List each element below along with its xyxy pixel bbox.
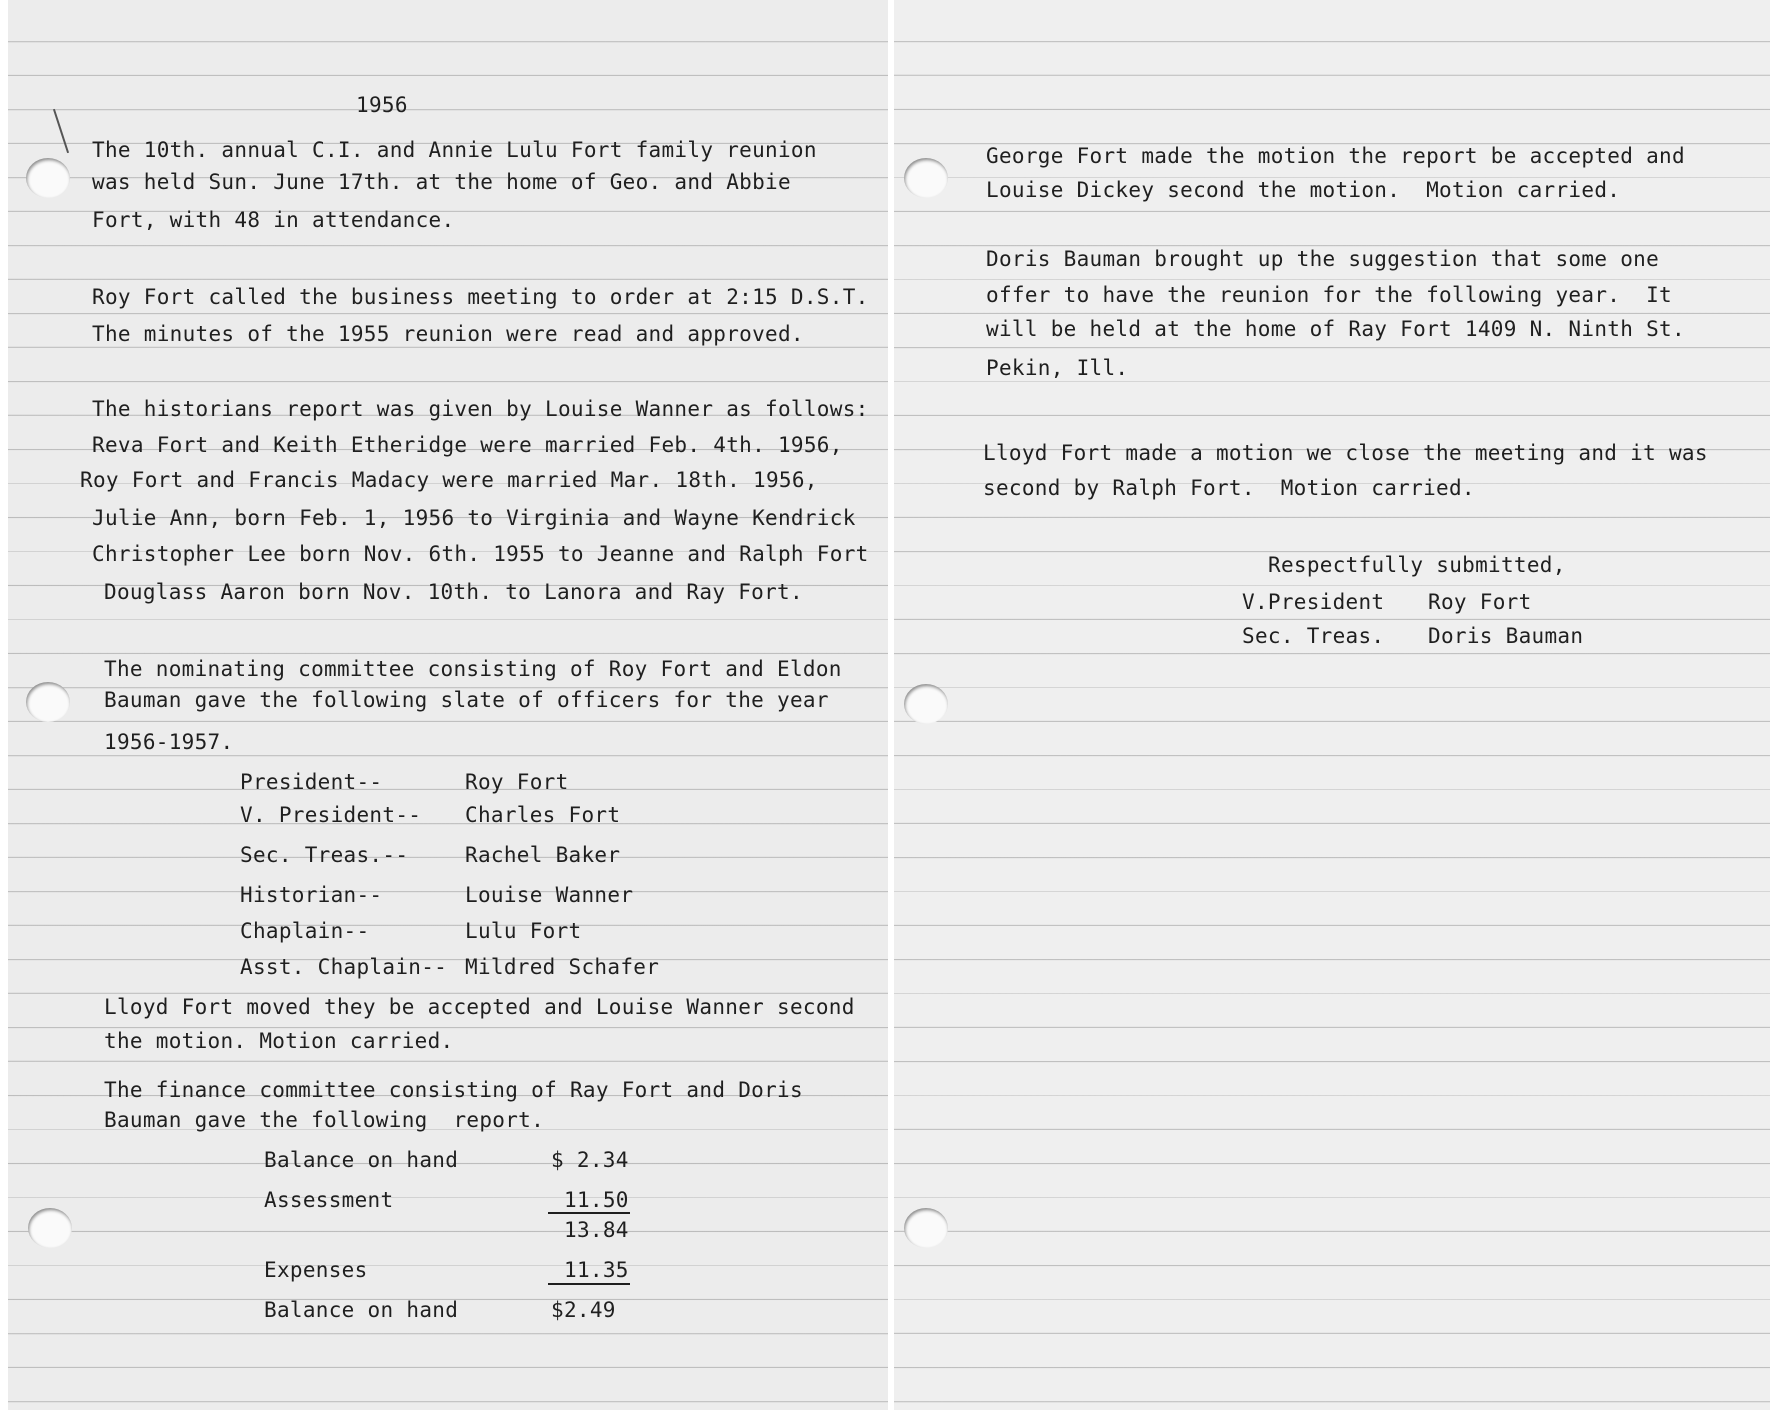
motion-line: the motion. Motion carried.	[104, 1029, 454, 1053]
ledger-label: Balance on hand	[264, 1148, 459, 1172]
officer-name: Lulu Fort	[465, 919, 582, 943]
binder-hole	[28, 1208, 72, 1248]
closing-line: Lloyd Fort made a motion we close the meeting and it was	[983, 441, 1708, 465]
officer-name: Charles Fort	[465, 803, 621, 827]
ledger-amount: $ 2.34	[551, 1148, 629, 1172]
suggestion-line: Pekin, Ill.	[986, 356, 1129, 380]
ledger-sum-rule	[548, 1283, 630, 1285]
nominating-line: The nominating committee consisting of Roy Fort and Eldon	[104, 657, 842, 681]
officer-title: V. President--	[240, 803, 422, 827]
officer-title: Historian--	[240, 883, 383, 907]
intro-line: Fort, with 48 in attendance.	[92, 208, 455, 232]
officer-name: Roy Fort	[465, 770, 569, 794]
ledger-amount: $2.49	[551, 1298, 616, 1322]
ledger-label: Balance on hand	[264, 1298, 459, 1322]
historian-line: Roy Fort and Francis Madacy were married Mar. 18th. 1956,	[80, 468, 818, 492]
intro-line: was held Sun. June 17th. at the home of Geo. and Abbie	[92, 170, 791, 194]
historian-line: Reva Fort and Keith Etheridge were married Feb. 4th. 1956,	[92, 433, 843, 457]
ledger-label: Expenses	[264, 1258, 368, 1282]
signature-title: Sec. Treas.	[1242, 624, 1385, 648]
acceptance-line: George Fort made the motion the report be accepted and	[986, 144, 1685, 168]
meeting-line: The minutes of the 1955 reunion were read and approved.	[92, 322, 804, 346]
nominating-line: Bauman gave the following slate of officers for the year	[104, 688, 829, 712]
ledger-label: Assessment	[264, 1188, 394, 1212]
binder-hole	[904, 158, 948, 198]
officer-name: Rachel Baker	[465, 843, 621, 867]
signature-name: Doris Bauman	[1428, 624, 1584, 648]
binder-hole	[26, 158, 70, 198]
signature-title: V.President	[1242, 590, 1385, 614]
officer-name: Mildred Schafer	[465, 955, 660, 979]
ledger-sum-rule	[548, 1212, 630, 1214]
suggestion-line: Doris Bauman brought up the suggestion that some one	[986, 247, 1660, 271]
pencil-mark	[53, 109, 69, 153]
signoff: Respectfully submitted,	[1268, 553, 1566, 577]
motion-line: Lloyd Fort moved they be accepted and Louise Wanner second	[104, 995, 855, 1019]
ledger-amount: 13.84	[564, 1218, 629, 1242]
historian-line: Christopher Lee born Nov. 6th. 1955 to Jeanne and Ralph Fort	[92, 542, 869, 566]
ledger-amount: 11.35	[564, 1258, 629, 1282]
officer-title: Chaplain--	[240, 919, 370, 943]
binder-hole	[904, 684, 948, 724]
officer-name: Louise Wanner	[465, 883, 634, 907]
nominating-line: 1956-1957.	[104, 730, 234, 754]
intro-line: The 10th. annual C.I. and Annie Lulu Fort family reunion	[92, 138, 817, 162]
signature-name: Roy Fort	[1428, 590, 1532, 614]
finance-line: The finance committee consisting of Ray Fort and Doris	[104, 1078, 803, 1102]
right-page	[894, 0, 1770, 1410]
suggestion-line: will be held at the home of Ray Fort 1409 N. Ninth St.	[986, 317, 1685, 341]
officer-title: President--	[240, 770, 383, 794]
historian-line: The historians report was given by Louise Wanner as follows:	[92, 397, 869, 421]
closing-line: second by Ralph Fort. Motion carried.	[983, 476, 1475, 500]
historian-line: Julie Ann, born Feb. 1, 1956 to Virginia and Wayne Kendrick	[92, 506, 856, 530]
historian-line: Douglass Aaron born Nov. 10th. to Lanora and Ray Fort.	[104, 580, 803, 604]
meeting-line: Roy Fort called the business meeting to order at 2:15 D.S.T.	[92, 285, 869, 309]
binder-hole	[904, 1208, 948, 1248]
acceptance-line: Louise Dickey second the motion. Motion carried.	[986, 178, 1621, 202]
ledger-amount: 11.50	[564, 1188, 629, 1212]
suggestion-line: offer to have the reunion for the following year. It	[986, 283, 1672, 307]
officer-title: Asst. Chaplain--	[240, 955, 448, 979]
finance-line: Bauman gave the following report.	[104, 1108, 545, 1132]
left-page	[8, 0, 888, 1410]
officer-title: Sec. Treas.--	[240, 843, 409, 867]
binder-hole	[26, 682, 70, 722]
document-year: 1956	[356, 93, 408, 117]
